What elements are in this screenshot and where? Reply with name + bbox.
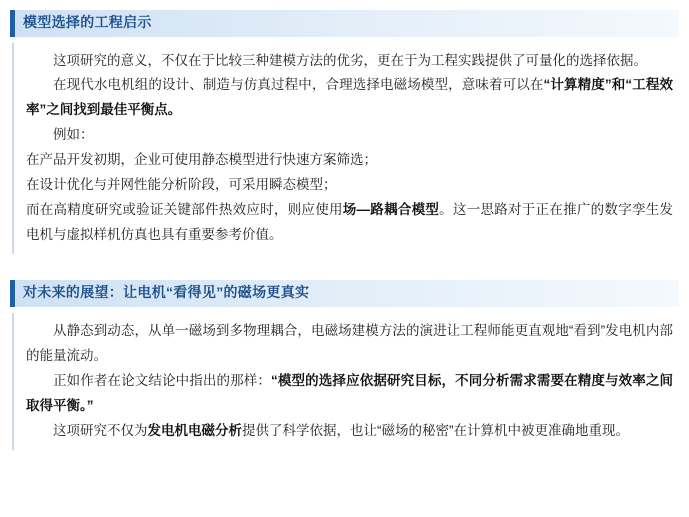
paragraph: 正如作者在论文结论中指出的那样：“模型的选择应依据研究目标，不同分析需求需要在精度与效率之间取得平衡。” <box>26 372 674 413</box>
paragraph: 例如： <box>53 127 94 143</box>
paragraph: 在设计优化与并网性能分析阶段，可采用瞬态模型； <box>26 177 337 193</box>
paragraph: 而在高精度研究或验证关键部件热效应时，则应使用场—路耦合模型。这一思路对于正在推广的数字孪生发电机与虚拟样机仿真也具有重要参考价值。 <box>26 202 674 243</box>
section-heading-text: 模型选择的工程启示 <box>15 10 679 37</box>
paragraph: 在产品开发初期，企业可使用静态模型进行快速方案筛选； <box>26 152 377 168</box>
section-future-outlook <box>10 280 679 449</box>
section-body <box>12 313 679 450</box>
paragraph: 这项研究不仅为发电机电磁分析提供了科学依据，也让“磁场的秘密”在计算机中被更准确地重现。 <box>53 422 629 438</box>
paragraph: 在现代水电机组的设计、制造与仿真过程中，合理选择电磁场模型，意味着可以在“计算精度”和“工程效率”之间找到最佳平衡点。 <box>26 77 673 118</box>
section-body <box>12 43 679 255</box>
section-engineering-implications <box>10 10 679 254</box>
section-spacer <box>10 254 679 280</box>
section-heading-text: 对未来的展望：让电机“看得见”的磁场更真实 <box>15 280 679 307</box>
paragraph: 这项研究的意义，不仅在于比较三种建模方法的优劣，更在于为工程实践提供了可量化的选择依据。 <box>53 52 647 68</box>
paragraph: 从静态到动态，从单一磁场到多物理耦合，电磁场建模方法的演进让工程师能更直观地“看到”发电机内部的能量流动。 <box>26 322 673 363</box>
section-heading-bar <box>10 280 679 307</box>
section-heading-bar <box>10 10 679 37</box>
